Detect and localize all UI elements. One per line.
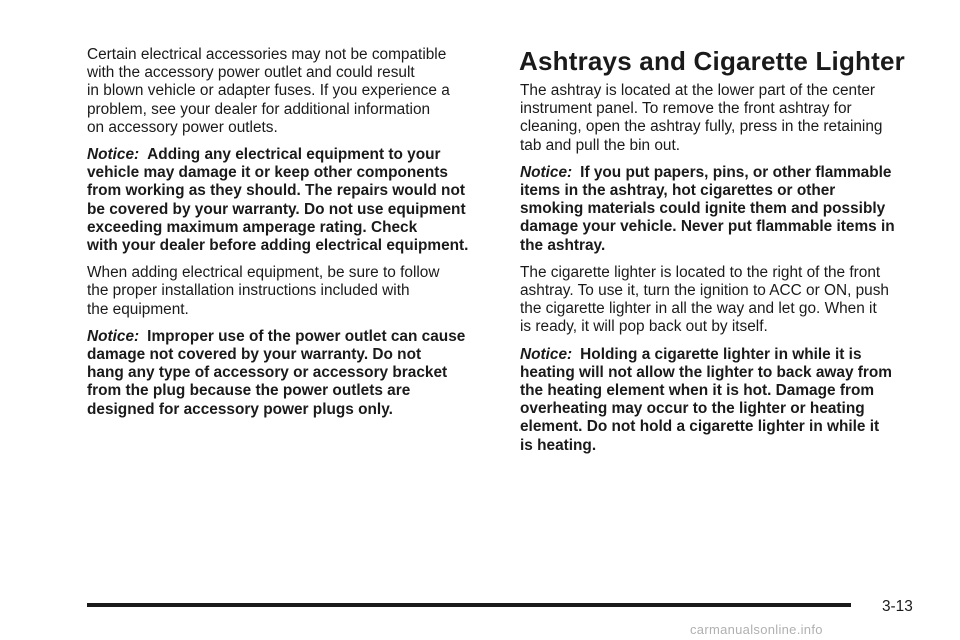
ashtray-paragraph: [520, 82, 920, 155]
text-line: [520, 346, 920, 364]
text-line: with your dealer before adding electrical equipment.: [87, 237, 469, 255]
watermark: carmanualsonline.info: [690, 622, 823, 637]
lighter-heating-notice: [520, 346, 920, 455]
text-line: be covered by your warranty. Do not use equipment: [87, 200, 466, 218]
text-line: [87, 328, 497, 346]
text-line: is heating.: [520, 436, 597, 454]
notice-label: Notice:: [520, 345, 573, 363]
flammable-items-notice: [520, 164, 920, 255]
notice-text: Adding any electrical equipment to your: [147, 146, 441, 164]
text-line: is ready, it will pop back out by itself.: [520, 318, 768, 336]
text-line: smoking materials could ignite them and possibly: [520, 200, 886, 218]
text-line: on accessory power outlets.: [87, 118, 278, 136]
text-line: in blown vehicle or adapter fuses. If you experience a: [87, 82, 450, 100]
text-line: When adding electrical equipment, be sure to follow: [87, 264, 440, 282]
left-column: [87, 46, 497, 428]
text-line: from working as they should. The repairs would not: [87, 182, 465, 200]
text-line: The cigarette lighter is located to the right of the front: [520, 263, 881, 281]
text-line: the heating element when it is hot. Damage from: [520, 382, 875, 400]
text-line: the ashtray.: [520, 236, 606, 254]
power-outlet-notice: [87, 328, 497, 419]
text-line: [87, 146, 497, 164]
text-line: damage not covered by your warranty. Do not: [87, 346, 422, 364]
text-line: problem, see your dealer for additional information: [87, 100, 431, 118]
notice-label: Notice:: [520, 163, 573, 181]
text-line: the equipment.: [87, 300, 189, 318]
notice-label: Notice:: [87, 146, 140, 164]
notice-text: Improper use of the power outlet can cause: [147, 327, 466, 345]
text-line: cleaning, open the ashtray fully, press in the retaining: [520, 118, 883, 136]
text-line: The ashtray is located at the lower part of the center: [520, 82, 876, 99]
text-line: vehicle may damage it or keep other components: [87, 164, 448, 182]
text-line: ashtray. To use it, turn the ignition to ACC or ON, push: [520, 282, 889, 300]
text-line: overheating may occur to the lighter or heating: [520, 400, 865, 418]
text-line: items in the ashtray, hot cigarettes or other: [520, 182, 836, 200]
section-heading: Ashtrays and Cigarette Lighter: [519, 46, 905, 76]
notice-text: Holding a cigarette lighter in while it is: [580, 345, 862, 363]
text-line: element. Do not hold a cigarette lighter in while it: [520, 418, 880, 436]
text-line: [520, 164, 920, 182]
text-line: Certain electrical accessories may not be compatible: [87, 46, 447, 63]
footer-rule: [87, 603, 851, 607]
text-line: exceeding maximum amperage rating. Check: [87, 218, 418, 236]
notice-label: Notice:: [87, 327, 140, 345]
text-line: from the plug because the power outlets are: [87, 382, 411, 400]
page-number: 3-13: [882, 598, 913, 615]
text-line: with the accessory power outlet and could result: [87, 64, 415, 82]
text-line: the proper installation instructions included with: [87, 282, 410, 300]
text-line: hang any type of accessory or accessory bracket: [87, 364, 448, 382]
electrical-equipment-notice: [87, 146, 497, 255]
text-line: designed for accessory power plugs only.: [87, 400, 393, 418]
cigarette-lighter-paragraph: [520, 264, 920, 337]
text-line: tab and pull the bin out.: [520, 136, 681, 154]
installation-instructions-paragraph: [87, 264, 497, 319]
accessory-compatibility-paragraph: [87, 46, 497, 137]
text-line: damage your vehicle. Never put flammable items in: [520, 218, 895, 236]
text-line: the cigarette lighter in all the way and let go. When it: [520, 300, 877, 318]
notice-text: If you put papers, pins, or other flammable: [580, 163, 892, 181]
text-line: heating will not allow the lighter to back away from: [520, 363, 892, 381]
text-line: instrument panel. To remove the front ashtray for: [520, 100, 852, 118]
right-column: [520, 46, 920, 464]
